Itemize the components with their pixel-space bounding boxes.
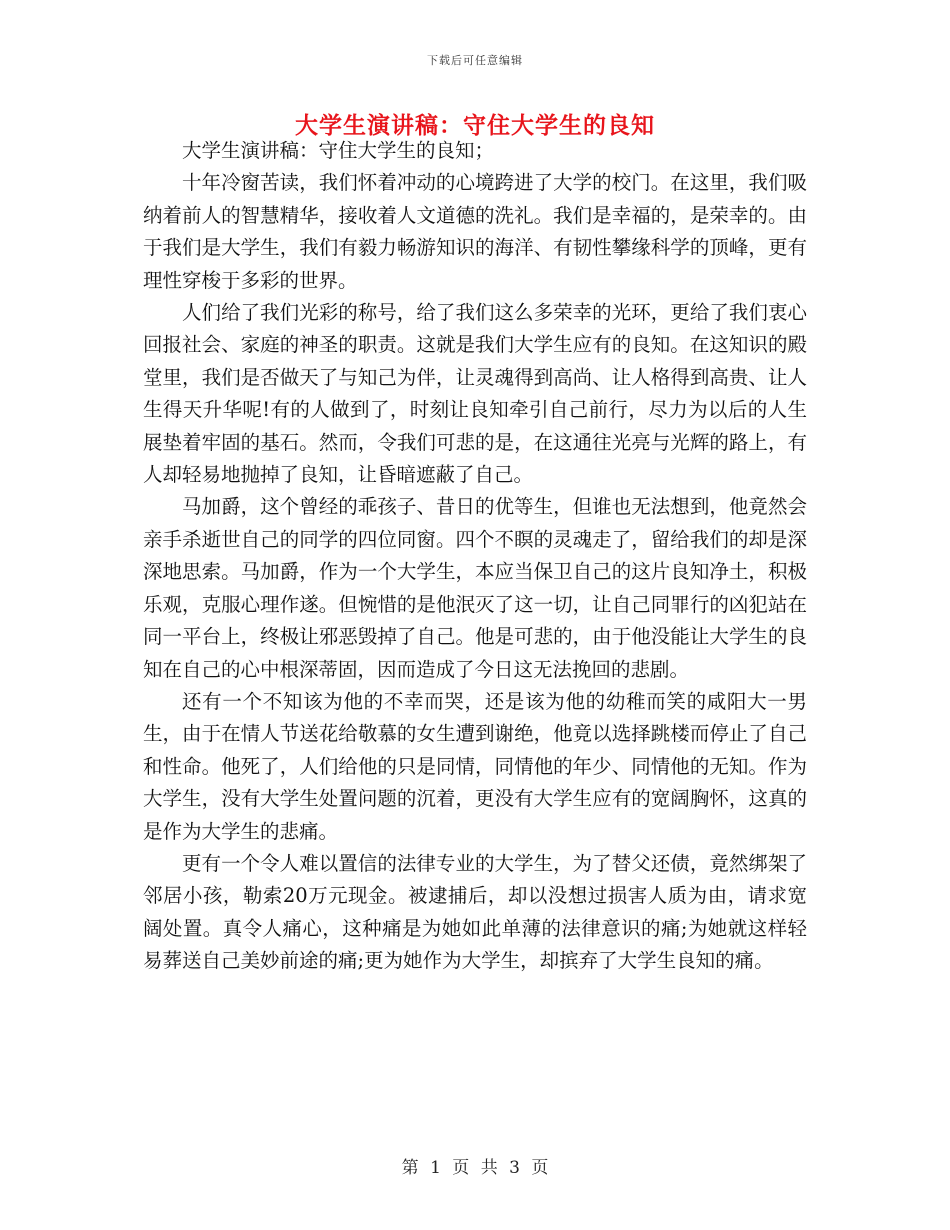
paragraph: 十年冷窗苦读，我们怀着冲动的心境跨进了大学的校门。在这里，我们吸纳着前人的智慧精华，接收着人文道德的洗礼。我们是幸福的，是荣幸的。由于我们是大学生，我们有毅力畅游知识的海洋、有韧性攀缘科学的顶峰，更有理性穿梭于多彩的世界。 (143, 171, 807, 292)
paragraph: 还有一个不知该为他的不幸而哭，还是该为他的幼稚而笑的咸阳大一男生，由于在情人节送花给敬慕的女生遭到谢绝，他竟以选择跳楼而停止了自己和性命。他死了，人们给他的只是同情，同情他的年少、同情他的无知。作为大学生，没有大学生处置问题的沉着，更没有大学生应有的宽阔胸怀，这真的是作为大学生的悲痛。 (143, 689, 807, 843)
page-number-footer: 第 1 页 共 3 页 (401, 1158, 549, 1178)
page-header-note: 下载后可任意编辑 (427, 54, 523, 67)
document-body (143, 135, 807, 978)
document-title: 大学生演讲稿：守住大学生的良知 (295, 112, 655, 139)
paragraph: 人们给了我们光彩的称号，给了我们这么多荣幸的光环，更给了我们衷心回报社会、家庭的神圣的职责。这就是我们大学生应有的良知。在这知识的殿堂里，我们是否做天了与知己为伴，让灵魂得到高尚、让人格得到高贵、让人生得天升华呢!有的人做到了，时刻让良知牵引自己前行，尽力为以后的人生展垫着牢固的基石。然而，令我们可悲的是，在这通往光亮与光辉的路上，有人却轻易地抛掉了良知，让昏暗遮蔽了自己。 (143, 301, 807, 487)
paragraph: 更有一个令人难以置信的法律专业的大学生，为了替父还债，竟然绑架了邻居小孩，勒索20万元现金。被逮捕后，却以没想过损害人质为由，请求宽阔处置。真令人痛心，这种痛是为她如此单薄的法律意识的痛;为她就这样轻易葬送自己美妙前途的痛;更为她作为大学生，却摈弃了大学生良知的痛。 (143, 851, 807, 973)
paragraph: 马加爵，这个曾经的乖孩子、昔日的优等生，但谁也无法想到，他竟然会亲手杀逝世自己的同学的四位同窗。四个不瞑的灵魂走了，留给我们的却是深深地思索。马加爵，作为一个大学生，本应当保卫自己的这片良知净土，积极乐观，克服心理作遂。但惋惜的是他泯灭了这一切，让自己同罪行的凶犯站在同一平台上，终极让邪恶毁掉了自己。他是可悲的，由于他没能让大学生的良知在自己的心中根深蒂固，因而造成了今日这无法挽回的悲剧。 (143, 495, 807, 681)
paragraph-subtitle: 大学生演讲稿：守住大学生的良知； (182, 139, 495, 162)
